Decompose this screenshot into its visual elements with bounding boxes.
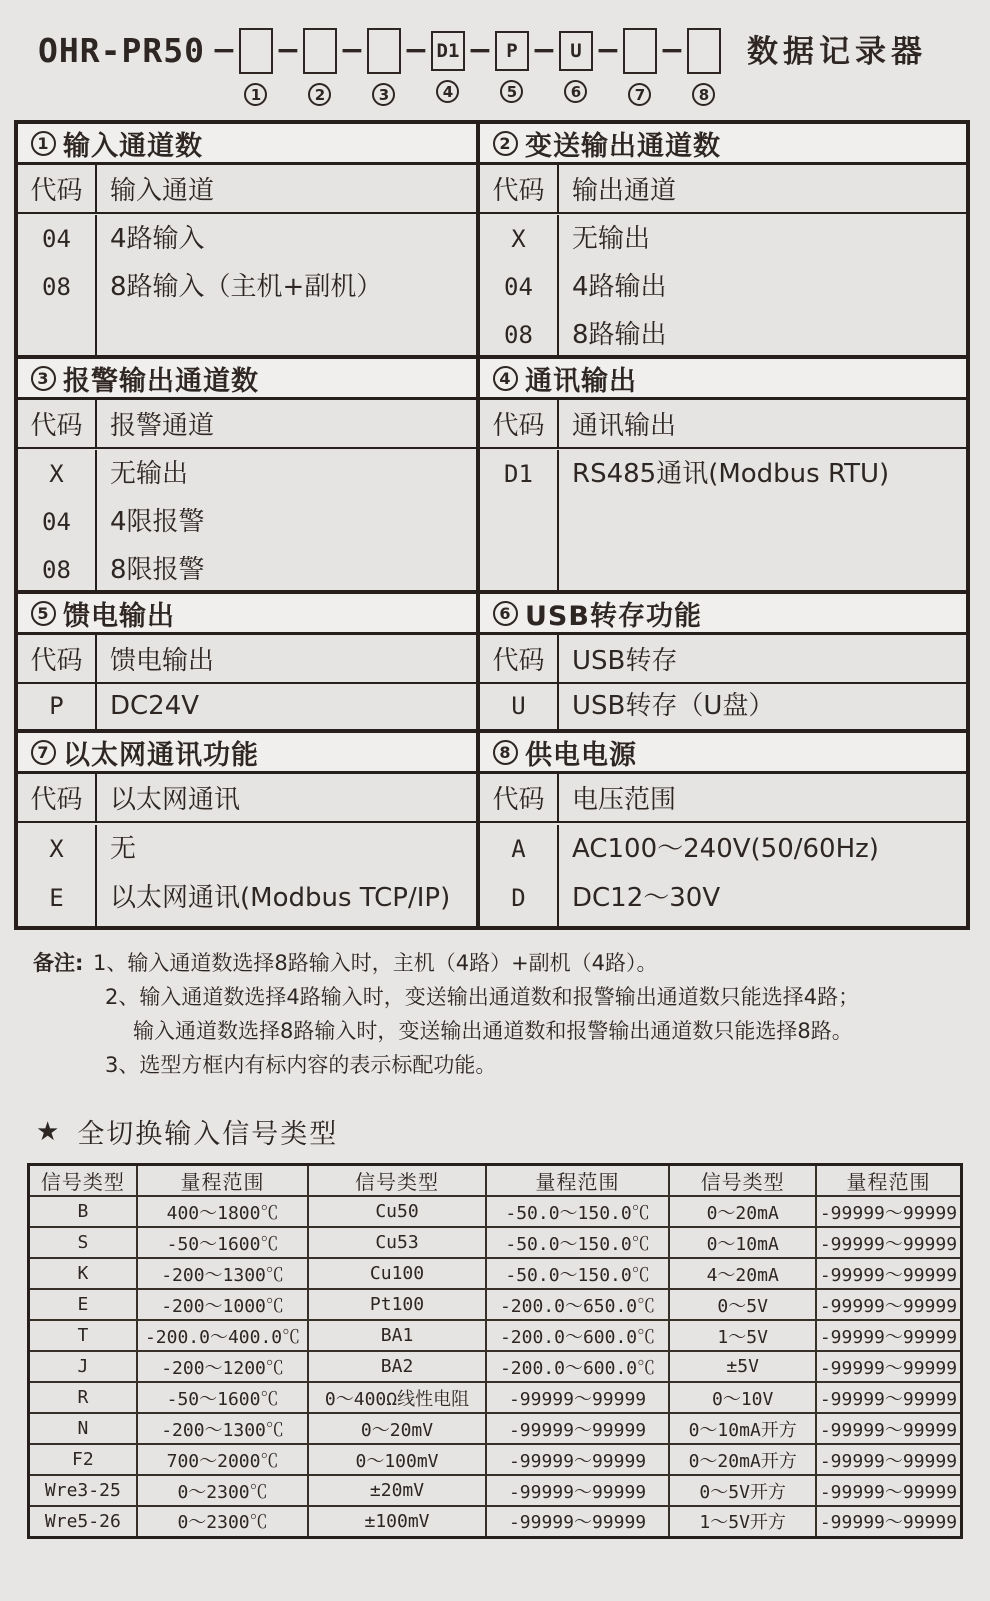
signal-heading — [36, 1112, 990, 1151]
option-code: D — [511, 884, 526, 912]
signal-table — [27, 1163, 963, 1539]
desc-column-header: 报警通道 — [110, 411, 215, 441]
dash-separator: − — [211, 33, 237, 68]
dash-separator: − — [531, 33, 557, 68]
section-body — [18, 684, 476, 729]
option-code: D1 — [504, 460, 533, 488]
section-title — [480, 124, 966, 165]
code-column-header: 代码 — [480, 400, 559, 447]
signal-cell: -200～1300℃ — [137, 1258, 309, 1289]
desc-column — [97, 215, 476, 355]
signal-cell: -99999～99999 — [486, 1413, 670, 1444]
signal-cell: -99999～99999 — [816, 1444, 962, 1475]
section-title-text: 馈电输出 — [63, 600, 175, 632]
section-header-row — [480, 635, 966, 684]
code-column-header: 代码 — [18, 165, 97, 212]
notes-label: 备注: — [33, 951, 84, 975]
signal-cell: E — [29, 1289, 137, 1320]
section-number-icon: 4 — [493, 366, 518, 391]
code-column-header: 代码 — [18, 400, 97, 447]
signal-cell: Cu53 — [308, 1227, 485, 1258]
option-desc: DC12～30V — [572, 883, 721, 913]
desc-column-header: USB转存 — [572, 646, 678, 676]
option-desc: 8路输出 — [572, 320, 667, 350]
signal-cell: -200.0～600.0℃ — [486, 1351, 670, 1382]
section-number-icon: 2 — [493, 131, 518, 156]
model-box-3 — [367, 28, 401, 74]
code-column-header: 代码 — [480, 635, 559, 682]
signal-header-row — [29, 1165, 962, 1197]
section-header-row — [480, 165, 966, 214]
signal-row — [29, 1227, 962, 1258]
signal-cell: ±100mV — [308, 1506, 485, 1537]
star-icon: ★ — [36, 1116, 62, 1147]
desc-column-header: 馈电输出 — [110, 646, 215, 676]
signal-column-header: 量程范围 — [486, 1165, 670, 1197]
code-column-header: 代码 — [18, 635, 97, 682]
band-2 — [18, 355, 966, 590]
signal-cell: -200～1000℃ — [137, 1289, 309, 1320]
section-title — [18, 733, 476, 774]
signal-table-body — [29, 1196, 962, 1537]
signal-cell: BA1 — [308, 1320, 485, 1351]
signal-cell: -50～1600℃ — [137, 1382, 309, 1413]
model-position-4 — [431, 28, 465, 103]
section-transmit-output — [480, 124, 966, 355]
section-number-icon: 6 — [493, 601, 518, 626]
signal-cell: J — [29, 1351, 137, 1382]
position-number-icon-5: 5 — [500, 80, 523, 103]
selection-table — [14, 120, 970, 930]
signal-cell: 1～5V开方 — [669, 1506, 815, 1537]
option-code: E — [49, 884, 64, 912]
signal-cell: -99999～99999 — [816, 1506, 962, 1537]
section-body — [18, 449, 476, 590]
desc-column — [97, 450, 476, 594]
section-title-text: 通讯输出 — [525, 365, 637, 397]
code-column — [480, 215, 559, 359]
option-code: 04 — [504, 273, 533, 301]
note-line-2: 2、输入通道数选择4路输入时，变送输出通道数和报警输出通道数只能选择4路； — [105, 985, 860, 1009]
code-column-header: 代码 — [480, 774, 559, 821]
desc-column — [559, 215, 966, 359]
section-number-icon: 8 — [493, 740, 518, 765]
desc-column — [559, 450, 966, 590]
signal-cell: -50～1600℃ — [137, 1227, 309, 1258]
signal-cell: 0～100mV — [308, 1444, 485, 1475]
signal-cell: -50.0～150.0℃ — [486, 1227, 670, 1258]
option-desc: 4限报警 — [110, 507, 205, 537]
section-number-icon: 3 — [31, 366, 56, 391]
signal-cell: 0～20mA开方 — [669, 1444, 815, 1475]
signal-column-header: 量程范围 — [816, 1165, 962, 1197]
section-title-text: 报警输出通道数 — [63, 365, 259, 397]
signal-row — [29, 1320, 962, 1351]
section-title-text: 供电电源 — [525, 739, 637, 771]
signal-cell: -99999～99999 — [486, 1444, 670, 1475]
signal-cell: ±5V — [669, 1351, 815, 1382]
option-code: 08 — [504, 321, 533, 349]
option-code: 04 — [42, 225, 71, 253]
code-column-header: 代码 — [480, 165, 559, 212]
desc-column — [97, 684, 476, 729]
notes — [33, 946, 990, 1082]
signal-row — [29, 1382, 962, 1413]
section-power-feed — [18, 594, 480, 729]
section-title-text: 输入通道数 — [63, 130, 203, 162]
section-title-text: 以太网通讯功能 — [63, 739, 259, 771]
signal-cell: 0～10mA — [669, 1227, 815, 1258]
dash-separator: − — [467, 33, 493, 68]
signal-cell: 0～10mA开方 — [669, 1413, 815, 1444]
option-desc: 8路输入（主机+副机） — [110, 272, 383, 302]
signal-row — [29, 1506, 962, 1537]
section-alarm-output — [18, 359, 480, 590]
signal-cell: BA2 — [308, 1351, 485, 1382]
signal-cell: 0～2300℃ — [137, 1506, 309, 1537]
code-column — [480, 684, 559, 729]
desc-column-header: 输出通道 — [572, 176, 677, 206]
option-code: 08 — [42, 273, 71, 301]
dash-separator: − — [595, 33, 621, 68]
note-line-1: 1、输入通道数选择8路输入时，主机（4路）+副机（4路）。 — [93, 951, 658, 975]
section-body — [18, 214, 476, 355]
model-box-2 — [303, 28, 337, 74]
signal-row — [29, 1351, 962, 1382]
signal-cell: Pt100 — [308, 1289, 485, 1320]
signal-cell: 0～10V — [669, 1382, 815, 1413]
signal-cell: K — [29, 1258, 137, 1289]
desc-column — [559, 684, 966, 729]
section-header-row — [18, 774, 476, 823]
position-number-icon-3: 3 — [372, 83, 395, 106]
section-header-row — [18, 635, 476, 684]
option-code: P — [49, 692, 64, 720]
signal-cell: ±20mV — [308, 1475, 485, 1506]
signal-cell: -200.0～400.0℃ — [137, 1320, 309, 1351]
section-comm-output — [480, 359, 966, 590]
option-desc: 无输出 — [572, 224, 651, 254]
signal-heading-text: 全切换输入信号类型 — [77, 1119, 339, 1150]
option-desc: 4路输出 — [572, 272, 667, 302]
band-3 — [18, 590, 966, 729]
code-column — [18, 825, 97, 926]
signal-cell: -99999～99999 — [486, 1475, 670, 1506]
product-name: 数据记录器 — [746, 34, 927, 70]
desc-column — [97, 825, 476, 926]
option-desc: 以太网通讯(Modbus TCP/IP) — [110, 883, 451, 913]
model-box-4: D1 — [431, 31, 465, 71]
model-position-8 — [687, 28, 721, 106]
option-code: X — [511, 225, 526, 253]
signal-cell: -99999～99999 — [816, 1227, 962, 1258]
signal-cell: -99999～99999 — [816, 1320, 962, 1351]
section-title-text: 变送输出通道数 — [525, 130, 721, 162]
signal-cell: -99999～99999 — [816, 1196, 962, 1227]
model-position-5 — [495, 28, 529, 103]
signal-cell: -50.0～150.0℃ — [486, 1196, 670, 1227]
signal-cell: -99999～99999 — [816, 1289, 962, 1320]
section-header-row — [480, 774, 966, 823]
signal-cell: -99999～99999 — [486, 1382, 670, 1413]
option-desc: AC100～240V(50/60Hz) — [572, 834, 879, 864]
signal-cell: 0～5V开方 — [669, 1475, 815, 1506]
signal-cell: 1～5V — [669, 1320, 815, 1351]
section-number-icon: 5 — [31, 601, 56, 626]
option-desc: DC24V — [110, 691, 200, 721]
signal-cell: 0～2300℃ — [137, 1475, 309, 1506]
code-column-header: 代码 — [18, 774, 97, 821]
signal-cell: N — [29, 1413, 137, 1444]
model-position-6 — [559, 28, 593, 103]
signal-cell: -200～1200℃ — [137, 1351, 309, 1382]
band-4 — [18, 729, 966, 926]
signal-row — [29, 1196, 962, 1227]
section-body — [480, 823, 966, 926]
option-code: A — [511, 835, 526, 863]
section-body — [18, 823, 476, 926]
model-position-1 — [239, 28, 273, 106]
section-header-row — [480, 400, 966, 449]
position-number-icon-4: 4 — [436, 80, 459, 103]
position-number-icon-1: 1 — [244, 83, 267, 106]
model-code-strip — [209, 28, 721, 106]
signal-cell: B — [29, 1196, 137, 1227]
desc-column-header: 输入通道 — [110, 176, 215, 206]
section-number-icon: 1 — [31, 131, 56, 156]
signal-cell: -200.0～650.0℃ — [486, 1289, 670, 1320]
option-desc: RS485通讯(Modbus RTU) — [572, 459, 890, 489]
option-desc: USB转存（U盘） — [572, 691, 775, 721]
signal-cell: -99999～99999 — [816, 1351, 962, 1382]
signal-cell: 400～1800℃ — [137, 1196, 309, 1227]
option-desc: 无输出 — [110, 459, 189, 489]
signal-cell: -200.0～600.0℃ — [486, 1320, 670, 1351]
signal-row — [29, 1413, 962, 1444]
section-body — [480, 684, 966, 729]
model-box-1 — [239, 28, 273, 74]
signal-row — [29, 1289, 962, 1320]
signal-row — [29, 1475, 962, 1506]
section-title — [18, 359, 476, 400]
dash-separator: − — [339, 33, 365, 68]
signal-cell: Wre5-26 — [29, 1506, 137, 1537]
model-number: OHR-PR50 — [38, 31, 205, 70]
option-code: 04 — [42, 508, 71, 536]
signal-cell: 0～5V — [669, 1289, 815, 1320]
section-title — [480, 733, 966, 774]
dash-separator: − — [659, 33, 685, 68]
position-number-icon-7: 7 — [628, 83, 651, 106]
signal-column-header: 信号类型 — [29, 1165, 137, 1197]
signal-cell: -99999～99999 — [816, 1475, 962, 1506]
note-line-3: 输入通道数选择8路输入时，变送输出通道数和报警输出通道数只能选择8路。 — [133, 1019, 853, 1043]
signal-cell: -200～1300℃ — [137, 1413, 309, 1444]
section-header-row — [18, 400, 476, 449]
signal-row — [29, 1258, 962, 1289]
section-title — [18, 124, 476, 165]
option-desc: 4路输入 — [110, 224, 205, 254]
signal-cell: -99999～99999 — [816, 1258, 962, 1289]
code-column — [480, 450, 559, 590]
band-1 — [18, 124, 966, 355]
signal-column-header: 信号类型 — [308, 1165, 485, 1197]
model-position-7 — [623, 28, 657, 106]
model-box-8 — [687, 28, 721, 74]
signal-cell: Cu50 — [308, 1196, 485, 1227]
signal-cell: F2 — [29, 1444, 137, 1475]
section-usb-transfer — [480, 594, 966, 729]
option-code: 08 — [42, 556, 71, 584]
model-box-5: P — [495, 31, 529, 71]
code-column — [18, 684, 97, 729]
position-number-icon-2: 2 — [308, 83, 331, 106]
signal-cell: S — [29, 1227, 137, 1258]
note-line-4: 3、选型方框内有标内容的表示标配功能。 — [105, 1053, 497, 1077]
section-title-text: USB转存功能 — [525, 600, 702, 632]
desc-column-header: 以太网通讯 — [110, 785, 241, 815]
section-header-row — [18, 165, 476, 214]
option-code: U — [511, 692, 526, 720]
signal-cell: -50.0～150.0℃ — [486, 1258, 670, 1289]
section-title — [480, 594, 966, 635]
signal-cell: T — [29, 1320, 137, 1351]
signal-cell: -99999～99999 — [816, 1382, 962, 1413]
section-title — [18, 594, 476, 635]
signal-cell: R — [29, 1382, 137, 1413]
section-number-icon: 7 — [31, 740, 56, 765]
signal-cell: 0～20mA — [669, 1196, 815, 1227]
section-input-channels — [18, 124, 480, 355]
signal-cell: Cu100 — [308, 1258, 485, 1289]
model-box-6: U — [559, 31, 593, 71]
signal-cell: Wre3-25 — [29, 1475, 137, 1506]
signal-cell: -99999～99999 — [486, 1506, 670, 1537]
notes-lines — [93, 946, 859, 1082]
desc-column-header: 通讯输出 — [572, 411, 677, 441]
dash-separator: − — [403, 33, 429, 68]
model-box-7 — [623, 28, 657, 74]
option-code: X — [49, 460, 64, 488]
option-desc: 8限报警 — [110, 555, 205, 585]
signal-cell: -99999～99999 — [816, 1413, 962, 1444]
dash-separator: − — [275, 33, 301, 68]
signal-cell: 0～400Ω线性电阻 — [308, 1382, 485, 1413]
desc-column — [559, 825, 966, 926]
section-ethernet-comm — [18, 733, 480, 926]
model-position-3 — [367, 28, 401, 106]
section-body — [480, 449, 966, 590]
desc-column-header: 电压范围 — [572, 785, 677, 815]
section-body — [480, 214, 966, 355]
code-column — [18, 450, 97, 594]
model-position-2 — [303, 28, 337, 106]
signal-cell: 4～20mA — [669, 1258, 815, 1289]
option-desc: 无 — [110, 834, 137, 864]
model-header — [0, 0, 990, 104]
section-title — [480, 359, 966, 400]
signal-row — [29, 1444, 962, 1475]
section-power-supply — [480, 733, 966, 926]
signal-cell: 0～20mV — [308, 1413, 485, 1444]
signal-column-header: 量程范围 — [137, 1165, 309, 1197]
option-code: X — [49, 835, 64, 863]
signal-column-header: 信号类型 — [669, 1165, 815, 1197]
position-number-icon-6: 6 — [564, 80, 587, 103]
code-column — [480, 825, 559, 926]
signal-cell: 700～2000℃ — [137, 1444, 309, 1475]
code-column — [18, 215, 97, 355]
position-number-icon-8: 8 — [692, 83, 715, 106]
